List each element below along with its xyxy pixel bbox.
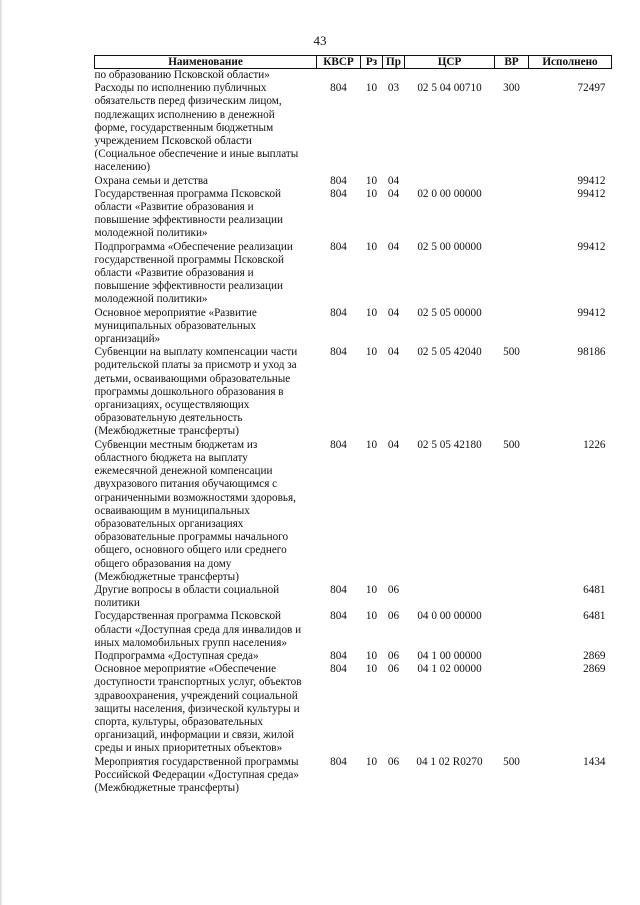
cell-kvsr: 804 (330, 438, 347, 451)
cell-name: Субвенции местным бюджетам из областного бюджета на выплату ежемесячной денежной компенсации двухразового питания обучающимся с ограниченными возможностями здоровья, осваивающим в муниципальных образовательных организациях образовательные программы начального общего, основного общего или среднего общего образования на дому (Межбюджетные трансферты) (94, 438, 296, 583)
header-rz: Рз (361, 56, 383, 69)
cell-done: 99412 (577, 240, 606, 253)
cell-done: 6481 (583, 610, 606, 623)
cell-csr: 02 5 04 00710 (417, 82, 482, 95)
cell-pr: 06 (387, 649, 400, 662)
cell-pr: 06 (387, 755, 400, 768)
cell-kvsr: 804 (330, 187, 347, 200)
cell-kvsr: 804 (330, 240, 347, 253)
cell-pr: 04 (387, 438, 400, 451)
cell-vr (495, 650, 529, 663)
cell-rz: 10 (365, 240, 378, 253)
cell-vr (495, 175, 529, 188)
table-row (95, 439, 612, 584)
table-row (95, 584, 612, 610)
table-row (95, 610, 612, 650)
cell-vr: 500 (503, 346, 520, 359)
cell-kvsr: 804 (330, 82, 347, 95)
cell-csr (405, 69, 495, 83)
cell-pr: 06 (387, 610, 400, 623)
cell-pr: 04 (387, 187, 400, 200)
cell-kvsr: 804 (330, 346, 347, 359)
cell-kvsr: 804 (330, 649, 347, 662)
cell-done: 2869 (583, 649, 606, 662)
cell-rz (361, 69, 383, 83)
cell-rz: 10 (365, 649, 378, 662)
cell-rz: 10 (365, 187, 378, 200)
cell-done: 1434 (583, 755, 606, 768)
cell-rz: 10 (365, 755, 378, 768)
cell-name: по образованию Псковской области» (94, 69, 270, 81)
cell-vr: 500 (503, 755, 520, 768)
header-name: Наименование (95, 56, 317, 69)
cell-rz: 10 (365, 663, 378, 676)
cell-name: Мероприятия государственной программы Российской Федерации «Доступная среда» (Межбюджетные трансферты) (94, 755, 299, 794)
cell-vr (495, 69, 529, 83)
cell-pr: 04 (387, 346, 400, 359)
cell-kvsr: 804 (330, 755, 347, 768)
cell-pr: 06 (387, 663, 400, 676)
cell-name: Государственная программа Псковской области «Развитие образования и повышение эффективности реализации молодежной политики» (94, 187, 283, 240)
cell-done: 98186 (577, 346, 606, 359)
cell-kvsr (317, 69, 361, 83)
cell-vr (495, 663, 529, 755)
header-csr: ЦСР (405, 56, 495, 69)
cell-kvsr: 804 (330, 663, 347, 676)
cell-done (529, 69, 612, 83)
cell-pr: 03 (387, 82, 400, 95)
cell-csr: 02 0 00 00000 (417, 187, 482, 200)
cell-rz: 10 (365, 610, 378, 623)
cell-name: Подпрограмма «Обеспечение реализации государственной программы Псковской области «Развитие образования и повышение эффективности реализации молодежной политики» (94, 240, 293, 306)
table-row (95, 346, 612, 438)
table-row (95, 175, 612, 188)
cell-name: Охрана семьи и детства (94, 174, 208, 187)
cell-pr: 04 (387, 240, 400, 253)
cell-vr (495, 610, 529, 650)
cell-kvsr: 804 (330, 306, 347, 319)
header-done: Исполнено (529, 56, 612, 69)
cell-name: Основное мероприятие «Развитие муниципальных образовательных организаций» (94, 306, 257, 346)
cell-rz: 10 (365, 82, 378, 95)
cell-done: 99412 (577, 187, 606, 200)
cell-name: Другие вопросы в области социальной политики (94, 583, 280, 610)
cell-name: Расходы по исполнению публичных обязательств перед физическим лицом, подлежащих исполнению в денежной форме, государственным бюджетным учреждением Псковской области (Социальное обеспечение и иные выплаты населению) (94, 82, 299, 174)
table-row (95, 69, 612, 83)
cell-vr: 300 (503, 82, 520, 95)
table-header-row (95, 56, 612, 69)
header-vr: ВР (495, 56, 529, 69)
cell-csr: 04 1 02 R0270 (416, 755, 483, 768)
header-pr: Пр (383, 56, 405, 69)
cell-csr: 04 1 00 00000 (417, 649, 482, 662)
cell-name: Основное мероприятие «Обеспечение доступности транспортных услуг, объектов здравоохранения, учреждений социальной защиты населения, физической культуры и спорта, культуры, образовательных организаций, информации и связи, жилой среды и иных приоритетных объектов» (94, 663, 302, 755)
table-row (95, 663, 612, 755)
table-row (95, 241, 612, 307)
cell-pr (383, 69, 405, 83)
cell-vr (495, 584, 529, 610)
cell-name: Государственная программа Псковской области «Доступная среда для инвалидов и иных маломобильных групп населения» (94, 610, 302, 649)
budget-table (94, 55, 612, 795)
table-row (95, 756, 612, 796)
cell-csr: 04 1 02 00000 (417, 663, 482, 676)
cell-vr: 500 (503, 438, 520, 451)
cell-vr (495, 307, 529, 347)
cell-csr: 02 5 05 42180 (417, 438, 482, 451)
cell-csr: 02 5 00 00000 (417, 240, 482, 253)
cell-rz: 10 (365, 438, 378, 451)
cell-kvsr: 804 (330, 174, 347, 187)
cell-csr: 02 5 05 42040 (417, 346, 482, 359)
cell-done: 1226 (583, 438, 606, 451)
cell-done: 99412 (577, 174, 606, 187)
cell-rz: 10 (365, 174, 378, 187)
cell-name: Подпрограмма «Доступная среда» (94, 649, 259, 662)
cell-pr: 04 (387, 306, 400, 319)
cell-rz: 10 (365, 583, 378, 596)
cell-vr (495, 188, 529, 241)
table-row (95, 307, 612, 347)
cell-pr: 04 (387, 174, 400, 187)
cell-done: 99412 (577, 306, 606, 319)
cell-name: Субвенции на выплату компенсации части родительской платы за присмотр и уход за детьми, осваивающими образовательные программы дошкольного образования в организациях, осуществляющих образовательную деятельность (Межбюджетные трансферты) (94, 346, 298, 438)
cell-rz: 10 (365, 306, 378, 319)
table-row (95, 82, 612, 174)
scan-edge-shadow (0, 0, 3, 905)
header-kvsr: КВСР (317, 56, 361, 69)
cell-done: 6481 (583, 583, 606, 596)
cell-kvsr: 804 (330, 610, 347, 623)
cell-csr (405, 175, 495, 188)
table-row (95, 188, 612, 241)
cell-csr: 04 0 00 00000 (417, 610, 482, 623)
cell-kvsr: 804 (330, 583, 347, 596)
cell-csr (405, 584, 495, 610)
cell-pr: 06 (387, 583, 400, 596)
page-number: 43 (313, 33, 327, 48)
cell-done: 2869 (583, 663, 606, 676)
cell-vr (495, 241, 529, 307)
cell-rz: 10 (365, 346, 378, 359)
table-body (95, 69, 612, 796)
cell-done: 72497 (577, 82, 606, 95)
table-row (95, 650, 612, 663)
cell-csr: 02 5 05 00000 (417, 306, 482, 319)
